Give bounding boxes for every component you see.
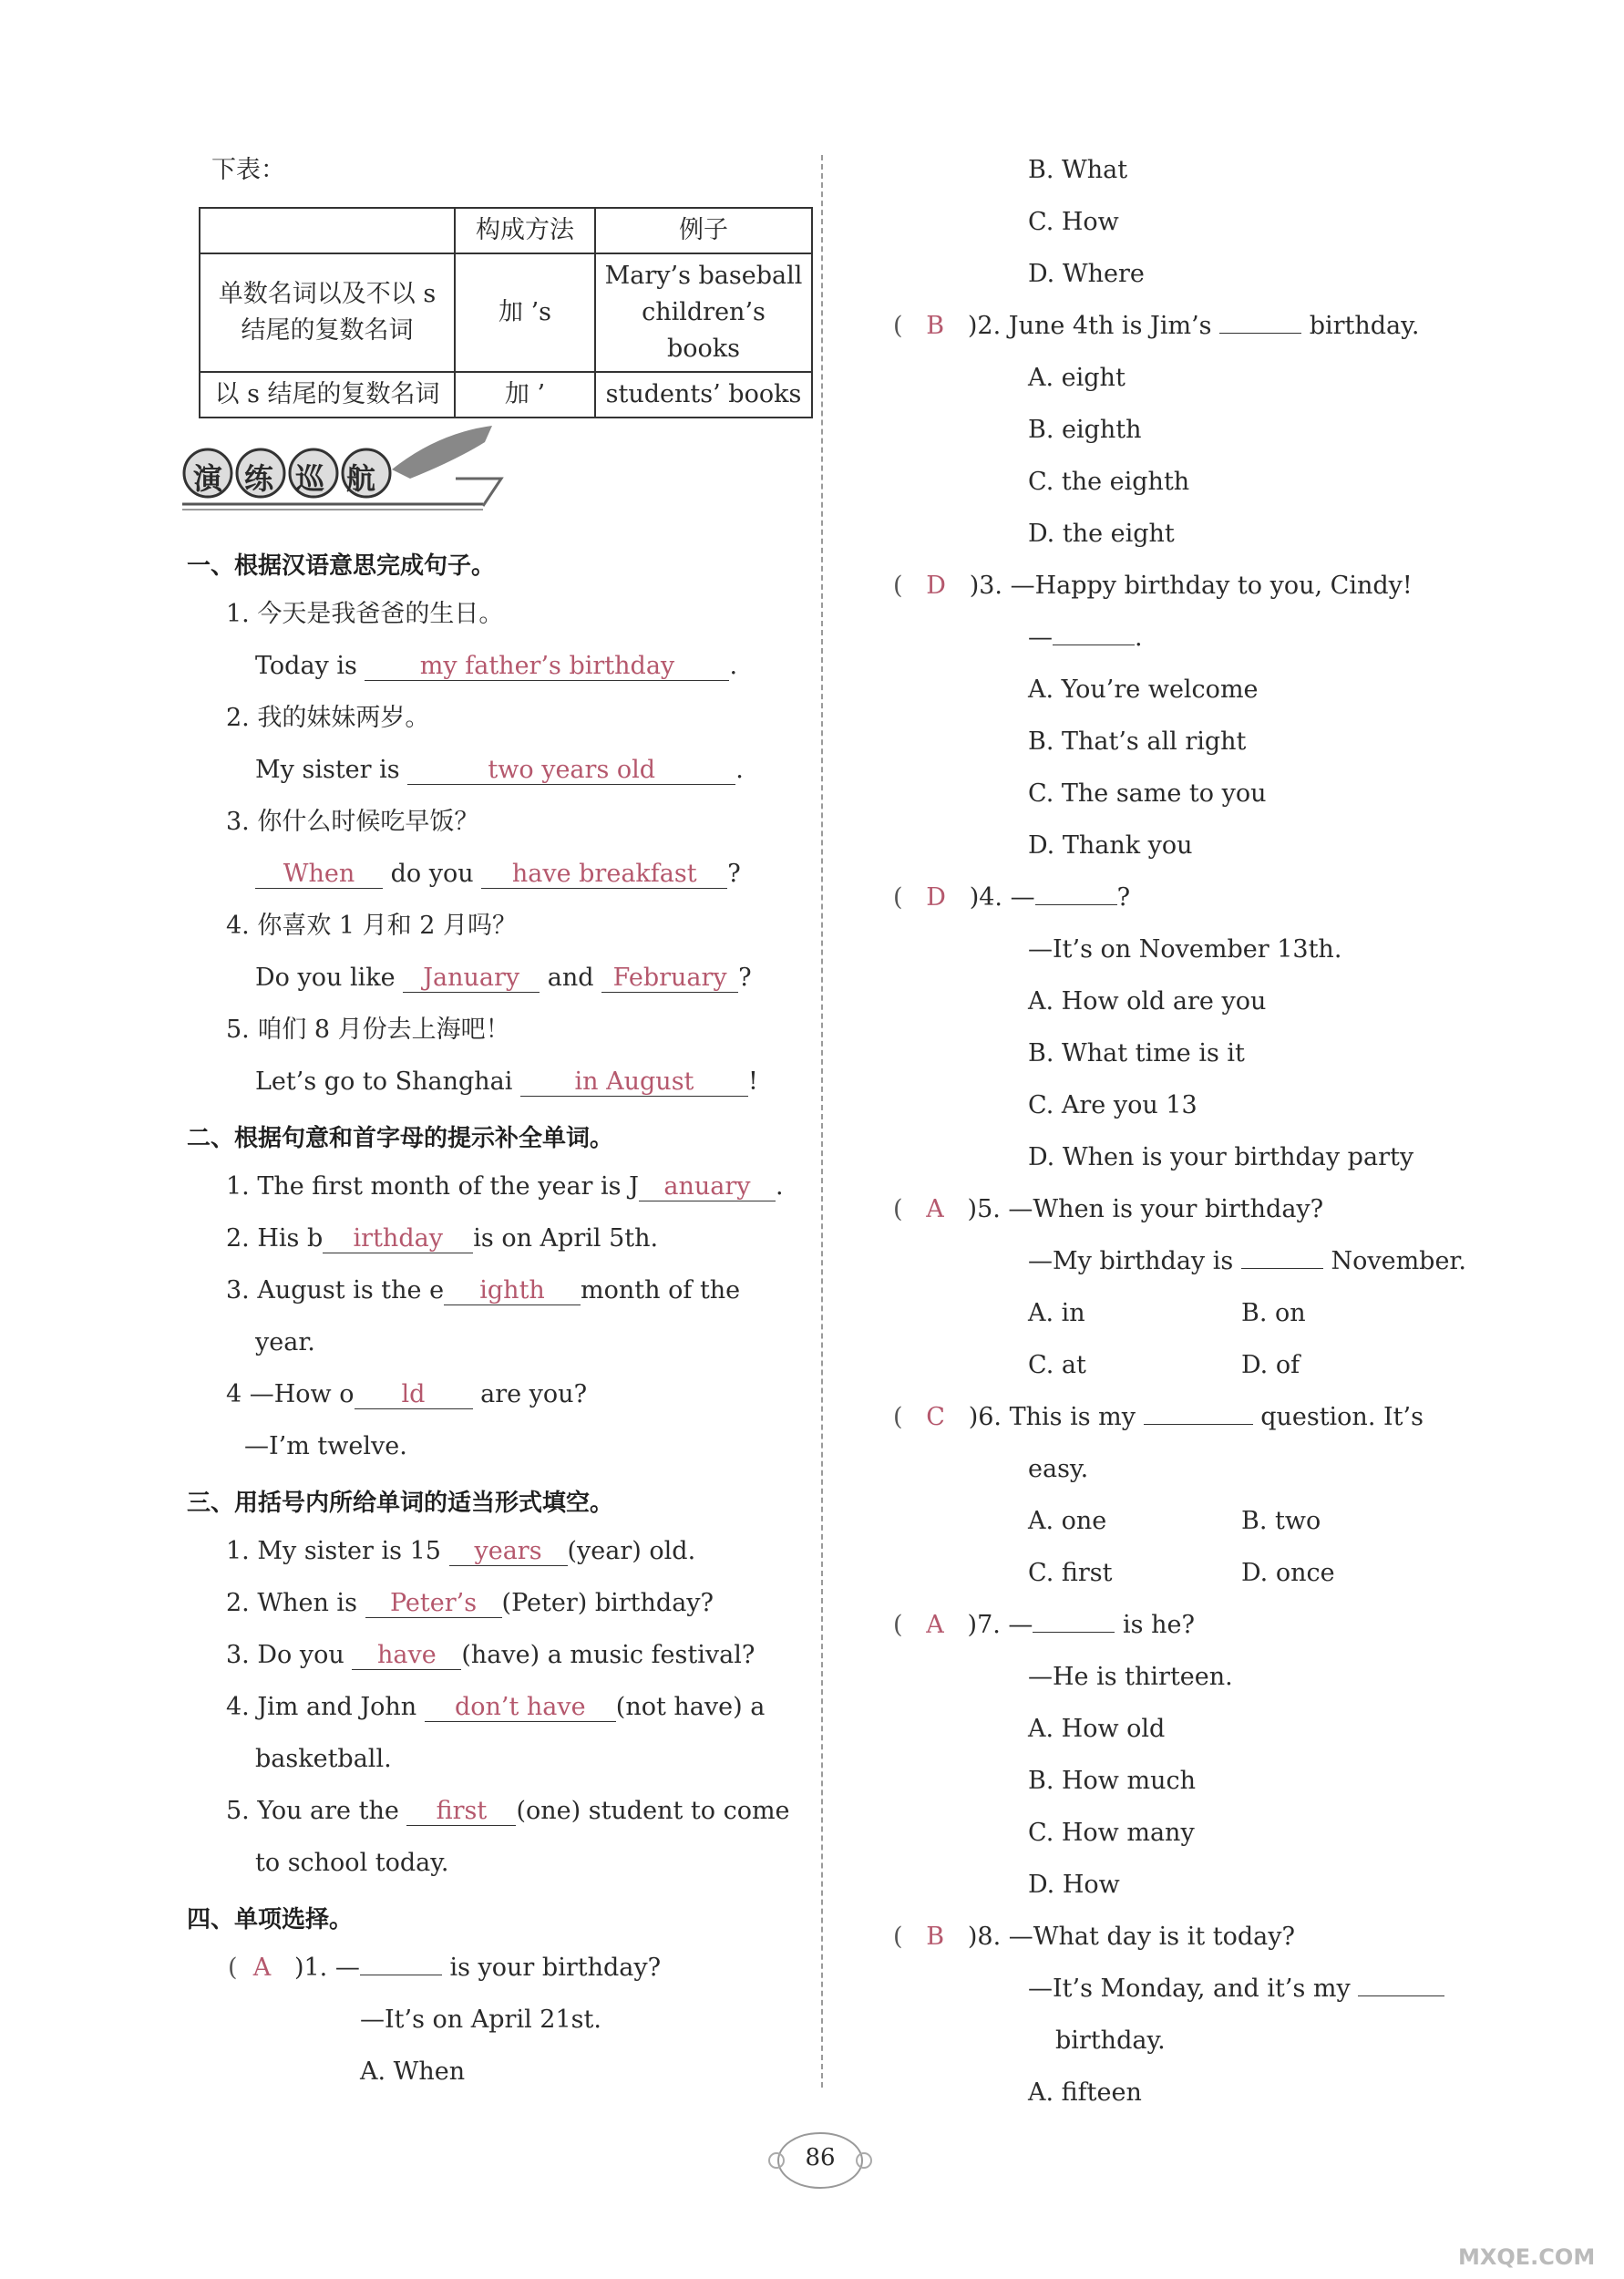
watermark: MXQE.COM — [1458, 2244, 1596, 2270]
table-header-method: 构成方法 — [455, 208, 595, 253]
mc-q7-reply: —He is thirteen. — [1028, 1663, 1233, 1691]
mc-q7-option[interactable]: A. How old — [1028, 1715, 1166, 1743]
answer-blank[interactable]: first — [406, 1798, 516, 1826]
table-cell-example: Mary’s baseball children’s books — [595, 253, 812, 372]
mc-q2-option[interactable]: D. the eight — [1028, 520, 1175, 548]
mc-q6-option[interactable]: C. first — [1028, 1559, 1113, 1587]
answer-blank[interactable]: January — [403, 964, 540, 993]
table-intro: 下表： — [211, 156, 285, 184]
mc-q1-option[interactable]: D. Where — [1028, 260, 1145, 288]
mc-q2: ( B )2. June 4th is Jim’s birthday. — [893, 312, 1420, 340]
s2-q2: 2. His b irthday is on April 5th. — [226, 1224, 659, 1253]
s2-q3: 3. August is the e ighth month of the — [226, 1276, 741, 1304]
mc-q2-option[interactable]: A. eight — [1028, 364, 1125, 392]
s1-q3-en: When do you have breakfast ? — [255, 859, 741, 890]
section4-title: 四、单项选择。 — [187, 1906, 354, 1934]
mc-q5-option[interactable]: B. on — [1241, 1299, 1306, 1327]
s2-q4: 4 —How o ld are you? — [226, 1380, 588, 1408]
mc-q6-option[interactable]: B. two — [1241, 1507, 1321, 1535]
section2-title: 二、根据句意和首字母的提示补全单词。 — [187, 1125, 614, 1152]
table-cell-category: 单数名词以及不以 s 结尾的复数名词 — [200, 253, 455, 372]
mc-q4-option[interactable]: D. When is your birthday party — [1028, 1143, 1414, 1171]
mc-q4-reply: —It’s on November 13th. — [1028, 935, 1342, 964]
s1-q4-en: Do you like January and February ? — [255, 964, 752, 992]
mc-q4-option[interactable]: C. Are you 13 — [1028, 1091, 1197, 1119]
mc-q4-option[interactable]: A. How old are you — [1028, 987, 1267, 1016]
s2-q3-cont: year. — [255, 1328, 315, 1356]
answer-blank[interactable]: irthday — [323, 1225, 473, 1253]
answer-blank[interactable]: anuary — [639, 1173, 776, 1201]
mc-q7-option[interactable]: B. How much — [1028, 1767, 1197, 1795]
mc-q3-option[interactable]: C. The same to you — [1028, 779, 1267, 808]
mc-q5-reply: —My birthday is November. — [1028, 1247, 1466, 1275]
mc-q2-option[interactable]: B. eighth — [1028, 416, 1142, 444]
column-divider — [821, 155, 823, 2088]
mc-q7: ( A )7. — is he? — [893, 1611, 1195, 1639]
mc-q2-option[interactable]: C. the eighth — [1028, 468, 1190, 496]
mc-answer[interactable]: A — [926, 1611, 944, 1639]
ship-icon — [392, 426, 492, 479]
s3-q5-cont: to school today. — [255, 1849, 449, 1877]
mc-q1-reply: —It’s on April 21st. — [360, 2006, 601, 2034]
mc-q8-option[interactable]: A. fifteen — [1028, 2078, 1142, 2107]
answer-blank[interactable]: have breakfast — [481, 861, 727, 889]
s3-q2: 2. When is Peter’s (Peter) birthday? — [226, 1589, 714, 1617]
answer-blank[interactable]: my father’s birthday — [365, 653, 729, 681]
s1-q4-cn: 4. 你喜欢 1 月和 2 月吗？ — [226, 912, 518, 940]
s1-q1-en: Today is my father’s birthday . — [255, 652, 738, 680]
answer-blank[interactable]: ld — [355, 1381, 473, 1409]
mc-q4-option[interactable]: B. What time is it — [1028, 1039, 1245, 1067]
mc-q5: ( A )5. —When is your birthday? — [893, 1195, 1324, 1223]
mc-answer[interactable]: A — [926, 1195, 944, 1223]
mc-q8: ( B )8. —What day is it today? — [893, 1923, 1296, 1951]
mc-q6-option[interactable]: D. once — [1241, 1559, 1335, 1587]
s3-q4: 4. Jim and John don’t have (not have) a — [226, 1693, 766, 1721]
table-header-example: 例子 — [595, 208, 812, 253]
s3-q4-cont: basketball. — [255, 1745, 392, 1773]
table-header-empty — [200, 208, 455, 253]
answer-blank[interactable]: have — [352, 1642, 461, 1670]
mc-q3-option[interactable]: B. That’s all right — [1028, 727, 1247, 756]
answer-blank[interactable] — [1033, 1632, 1115, 1633]
mc-q5-option[interactable]: C. at — [1028, 1351, 1086, 1379]
s2-q1: 1. The first month of the year is J anuary . — [226, 1172, 784, 1201]
table-cell-method: 加 ’s — [455, 253, 595, 372]
possessive-rule-table — [199, 207, 813, 418]
mc-q4: ( D )4. — ? — [893, 883, 1131, 912]
answer-blank[interactable] — [1241, 1268, 1323, 1269]
mc-q3: ( D )3. —Happy birthday to you, Cindy! — [893, 572, 1413, 600]
mc-q3-option[interactable]: D. Thank you — [1028, 831, 1193, 860]
table-cell-example: students’ books — [595, 372, 812, 418]
answer-blank[interactable] — [1035, 904, 1117, 905]
mc-answer[interactable]: C — [926, 1403, 945, 1431]
s3-q3: 3. Do you have (have) a music festival? — [226, 1641, 755, 1669]
mc-q5-option[interactable]: D. of — [1241, 1351, 1300, 1379]
mc-answer[interactable]: B — [926, 1923, 945, 1951]
mc-q7-option[interactable]: C. How many — [1028, 1819, 1195, 1847]
mc-q6-cont: easy. — [1028, 1455, 1089, 1483]
s1-q1-cn: 1. 今天是我爸爸的生日。 — [226, 600, 504, 628]
mc-q6: ( C )6. This is my question. It’s — [893, 1403, 1424, 1431]
s3-q1: 1. My sister is 15 years (year) old. — [226, 1537, 696, 1565]
mc-answer[interactable]: B — [926, 312, 945, 340]
mc-answer[interactable]: A — [252, 1954, 272, 1982]
mc-answer[interactable]: D — [926, 572, 946, 600]
mc-q1-option[interactable]: A. When — [360, 2057, 466, 2086]
mc-q1-option[interactable]: B. What — [1028, 156, 1128, 184]
s3-q5: 5. You are the first (one) student to come — [226, 1797, 790, 1825]
answer-blank[interactable]: don’t have — [425, 1694, 616, 1722]
answer-blank[interactable]: February — [601, 964, 738, 993]
s1-q5-en: Let’s go to Shanghai in August ! — [255, 1067, 758, 1096]
mc-q6-option[interactable]: A. one — [1028, 1507, 1107, 1535]
s1-q2-en: My sister is two years old . — [255, 756, 744, 784]
answer-blank[interactable] — [1219, 333, 1301, 334]
mc-q1: ( A )1. — is your birthday? — [228, 1954, 662, 1982]
table-cell-method: 加 ’ — [455, 372, 595, 418]
mc-q8-reply: —It’s Monday, and it’s my — [1028, 1974, 1444, 2005]
mc-q1-option[interactable]: C. How — [1028, 208, 1119, 236]
answer-blank[interactable] — [1144, 1424, 1253, 1425]
mc-answer[interactable]: D — [926, 883, 946, 912]
page-number: 86 — [805, 2144, 836, 2171]
answer-blank[interactable]: two years old — [407, 757, 735, 785]
section3-title: 三、用括号内所给单词的适当形式填空。 — [187, 1490, 614, 1517]
answer-blank[interactable]: years — [449, 1538, 568, 1566]
answer-blank[interactable]: When — [255, 861, 383, 889]
s2-q4-reply: —I’m twelve. — [244, 1432, 407, 1460]
mc-q3-reply: — . — [1028, 624, 1143, 652]
answer-blank[interactable]: ighth — [444, 1277, 581, 1305]
answer-blank[interactable]: in August — [520, 1068, 748, 1097]
answer-blank[interactable] — [1358, 1995, 1444, 1996]
mc-q8-cont: birthday. — [1055, 2026, 1166, 2055]
banner-title: 演练巡航 — [193, 461, 398, 496]
s1-q5-cn: 5. 咱们 8 月份去上海吧！ — [226, 1016, 510, 1044]
table-cell-category: 以 s 结尾的复数名词 — [200, 372, 455, 418]
s1-q3-cn: 3. 你什么时候吃早饭？ — [226, 808, 479, 836]
answer-blank[interactable]: Peter’s — [365, 1590, 502, 1618]
section1-title: 一、根据汉语意思完成句子。 — [187, 552, 496, 580]
s1-q2-cn: 2. 我的妹妹两岁。 — [226, 704, 430, 732]
mc-q5-option[interactable]: A. in — [1028, 1299, 1085, 1327]
mc-q7-option[interactable]: D. How — [1028, 1871, 1120, 1899]
mc-q3-option[interactable]: A. You’re welcome — [1028, 675, 1259, 704]
